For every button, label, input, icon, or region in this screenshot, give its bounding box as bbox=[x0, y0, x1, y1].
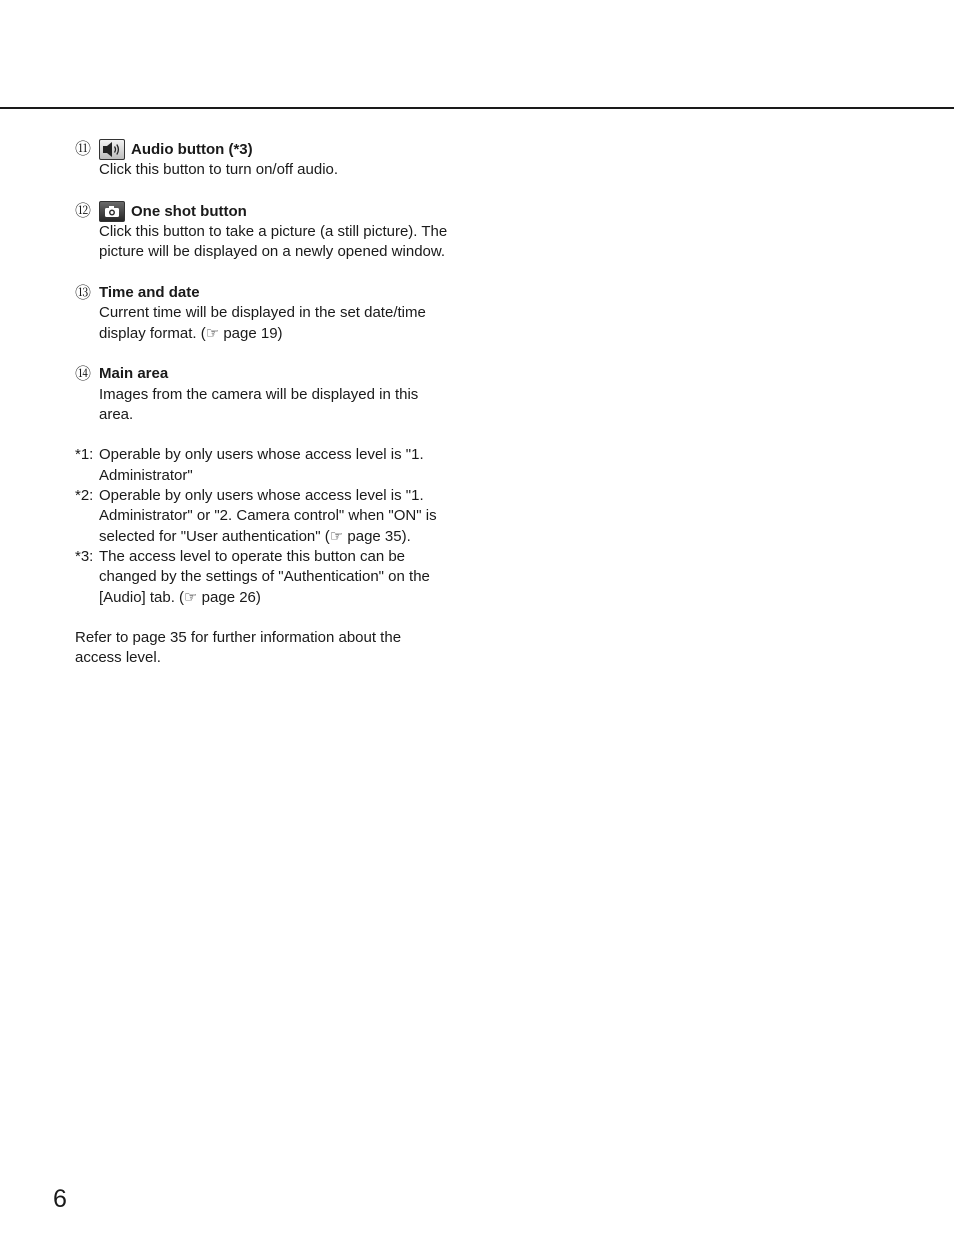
footnote-mark: *2: bbox=[75, 487, 94, 505]
item-title: Time and date bbox=[99, 284, 200, 302]
footnote-line: Administrator" bbox=[99, 466, 193, 484]
item-main-area bbox=[75, 364, 475, 425]
reference-line: Refer to page 35 for further information about the bbox=[75, 629, 402, 647]
item-number: ⑫ bbox=[75, 200, 92, 220]
footnote-2 bbox=[75, 486, 475, 547]
page-content bbox=[75, 139, 475, 669]
item-description: Click this button to turn on/off audio. bbox=[99, 161, 339, 179]
item-title: One shot button bbox=[131, 202, 247, 220]
item-description-line: picture will be displayed on a newly opened window. bbox=[99, 243, 446, 261]
footnote-line: Administrator" or "2. Camera control" when "ON" is bbox=[99, 507, 437, 525]
item-title: Audio button (*3) bbox=[131, 141, 253, 158]
item-description-line: Click this button to take a picture (a still picture). The bbox=[99, 223, 448, 241]
reference-line: access level. bbox=[75, 649, 161, 667]
footnotes bbox=[75, 445, 475, 607]
footnote-1 bbox=[75, 445, 475, 486]
item-description-line: Images from the camera will be displayed in this bbox=[99, 385, 419, 403]
page-number: 6 bbox=[53, 1185, 67, 1213]
footnote-line: Operable by only users whose access level is "1. bbox=[99, 446, 424, 464]
footnote-3 bbox=[75, 547, 475, 608]
item-number: ⑬ bbox=[75, 283, 92, 303]
header-rule bbox=[0, 107, 954, 109]
footnote-line: The access level to operate this button can be bbox=[99, 547, 406, 565]
camera-icon bbox=[99, 201, 125, 222]
footnote-line: selected for "User authentication" (☞ page 35). bbox=[99, 527, 411, 545]
footnote-mark: *1: bbox=[75, 446, 94, 464]
footnote-line: Operable by only users whose access level is "1. bbox=[99, 487, 424, 505]
item-title: Main area bbox=[99, 365, 169, 383]
item-time-and-date bbox=[75, 283, 475, 344]
item-number: ⑪ bbox=[75, 139, 92, 158]
speaker-icon bbox=[99, 139, 125, 160]
footnote-mark: *3: bbox=[75, 547, 94, 565]
footnote-line: changed by the settings of "Authentication" on the bbox=[99, 568, 430, 586]
item-description-line: area. bbox=[99, 405, 134, 423]
item-one-shot-button bbox=[75, 201, 475, 263]
item-description-line: Current time will be displayed in the set date/time bbox=[99, 304, 426, 322]
item-number: ⑭ bbox=[75, 364, 92, 384]
access-level-reference bbox=[75, 628, 475, 669]
footnote-line: [Audio] tab. (☞ page 26) bbox=[99, 588, 261, 606]
item-description-line: display format. (☞ page 19) bbox=[99, 324, 283, 342]
item-audio-button bbox=[75, 139, 475, 181]
